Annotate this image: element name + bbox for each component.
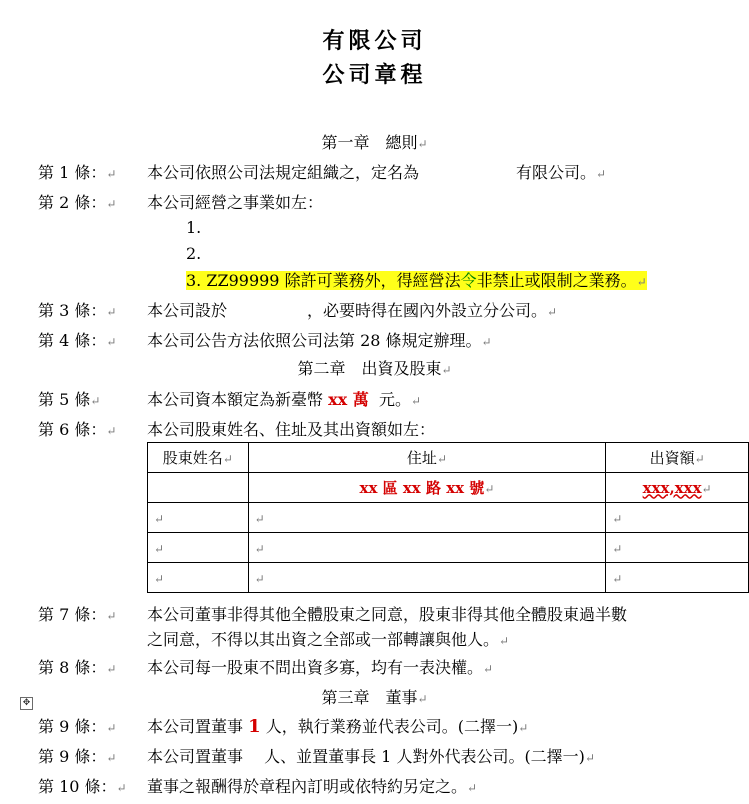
article-5-text: 本公司資本額定為新臺幣 xx 萬 元。↵ [147, 390, 422, 409]
chapter-2-heading: 第二章 出資及股東↵ [297, 359, 452, 378]
article-2-text: 本公司經營之事業如左： [147, 193, 324, 212]
cell-shareholder-name[interactable] [148, 473, 249, 503]
article-9b-text: 本公司置董事 人、並置董事長 1 人對外代表公司。(二擇一)↵ [147, 747, 595, 766]
cell-empty[interactable]: ↵ [248, 563, 606, 593]
director-count: 1 [248, 716, 261, 737]
document-subtitle: 公司章程 [322, 62, 427, 88]
cell-empty[interactable]: ↵ [148, 503, 249, 533]
cell-capital-amount[interactable]: xxx,xxx↵ [606, 473, 749, 503]
table-row [148, 533, 749, 563]
header-shareholder-name: 股東姓名↵ [148, 443, 249, 473]
article-7-label: 第 7 條：↵ [38, 605, 117, 624]
cell-empty[interactable]: ↵ [606, 563, 749, 593]
article-6-text: 本公司股東姓名、住址及其出資額如左： [147, 420, 436, 439]
article-1-label: 第 1 條：↵ [38, 163, 117, 182]
article-9a-label: 第 9 條：↵ [38, 717, 117, 736]
article-7-line-1: 本公司董事非得其他全體股東之同意，股東非得其他全體股東過半數 [147, 605, 628, 624]
article-8-label: 第 8 條：↵ [38, 658, 117, 677]
article-9a-text: 本公司置董事 1 人，執行業務並代表公司。(二擇一)↵ [147, 716, 529, 737]
article-10-label: 第 10 條：↵ [38, 777, 127, 796]
article-8-text: 本公司每一股東不問出資多寡，均有一表決權。↵ [147, 658, 494, 677]
article-5-label: 第 5 條↵ [38, 390, 101, 409]
article-2-label: 第 2 條：↵ [38, 193, 117, 212]
business-item-2: 2. [186, 244, 202, 263]
cell-empty[interactable]: ↵ [606, 533, 749, 563]
article-3-text: 本公司設於 ，必要時得在國內外設立分公司。↵ [147, 301, 558, 320]
cell-empty[interactable]: ↵ [248, 503, 606, 533]
cell-empty[interactable]: ↵ [606, 503, 749, 533]
document-title: 有限公司 [322, 28, 427, 54]
article-4-text: 本公司公告方法依照公司法第 28 條規定辦理。↵ [147, 331, 492, 350]
shareholder-table [147, 442, 749, 593]
table-row [148, 473, 749, 503]
table-row [148, 503, 749, 533]
business-item-1: 1. [186, 218, 202, 237]
capital-amount: xx 萬 [328, 390, 369, 409]
table-row [148, 563, 749, 593]
header-capital-amount: 出資額↵ [606, 443, 749, 473]
table-header-row [148, 443, 749, 473]
article-4-label: 第 4 條：↵ [38, 331, 117, 350]
cell-address[interactable]: xx 區 xx 路 xx 號↵ [248, 473, 606, 503]
article-6-label: 第 6 條：↵ [38, 420, 117, 439]
article-3-label: 第 3 條：↵ [38, 301, 117, 320]
business-item-3: 3. ZZ99999 除許可業務外，得經營法令非禁止或限制之業務。↵ [186, 271, 647, 290]
article-10-text: 董事之報酬得於章程內訂明或依特約另定之。↵ [147, 777, 478, 796]
article-1-text: 本公司依照公司法規定組織之，定名為 有限公司。↵ [147, 163, 607, 182]
cell-empty[interactable]: ↵ [148, 563, 249, 593]
cell-empty[interactable]: ↵ [148, 533, 249, 563]
cell-empty[interactable]: ↵ [248, 533, 606, 563]
header-address: 住址↵ [248, 443, 606, 473]
chapter-3-heading: 第三章 董事↵ [321, 688, 428, 707]
chapter-1-heading: 第一章 總則↵ [321, 133, 428, 152]
article-7-line-2: 之同意，不得以其出資之全部或一部轉讓與他人。↵ [147, 630, 510, 649]
article-9b-label: 第 9 條：↵ [38, 747, 117, 766]
table-move-handle-icon[interactable]: ✥ [20, 697, 33, 710]
